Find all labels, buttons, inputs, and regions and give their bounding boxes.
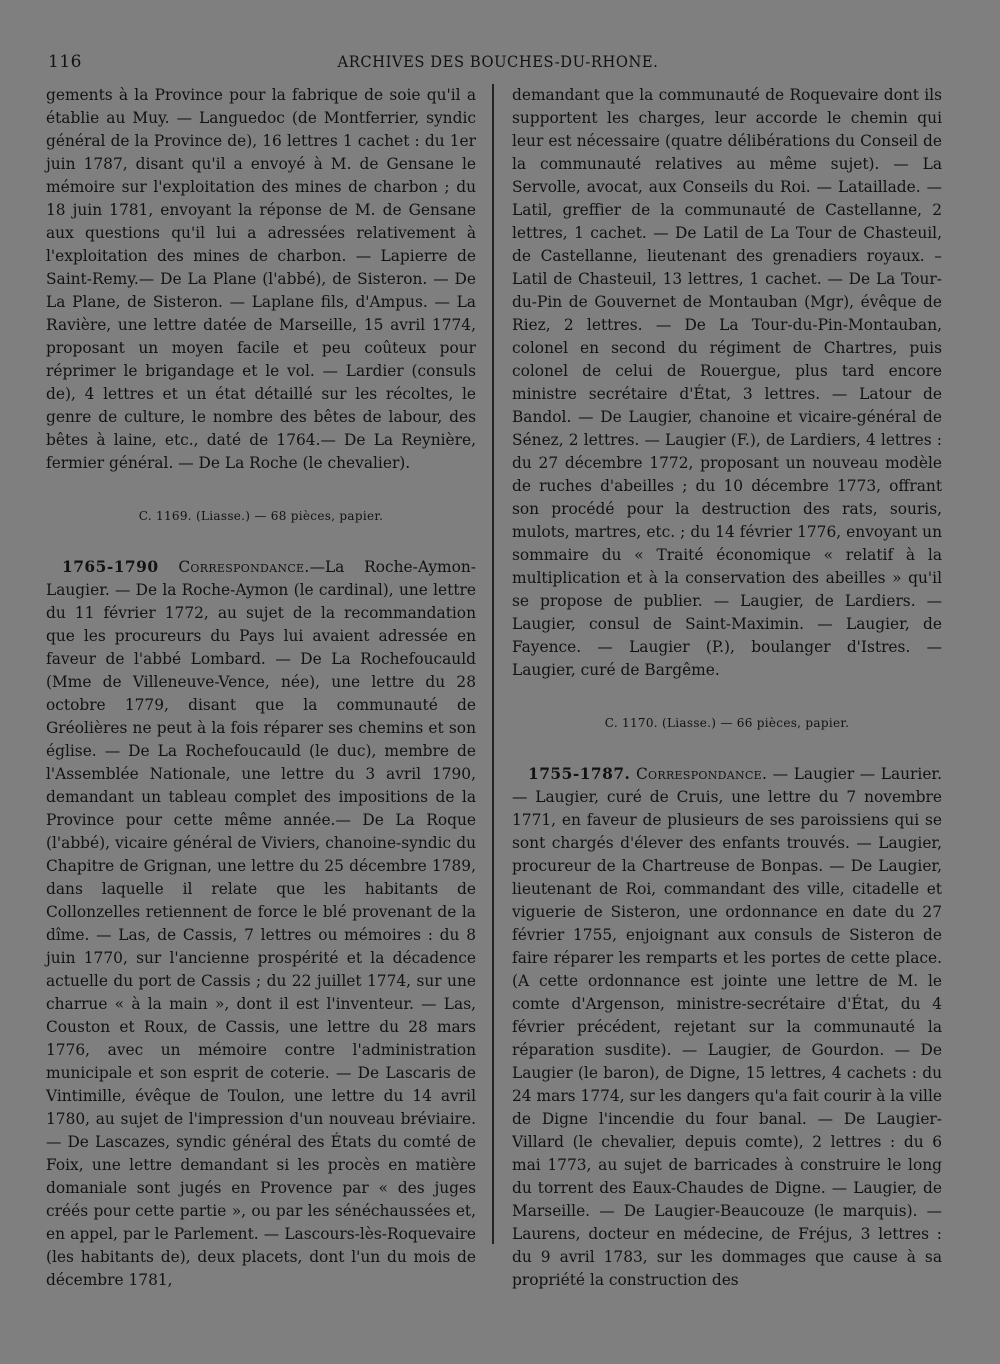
continuation-paragraph: demandant que la communauté de Roquevaire dont ils supportent les charges, leur accorde le chemin qui leur est nécessaire (quatre délibérations du Conseil de la communauté relatives au même sujet). — La Servolle, avocat, aux Conseils du Roi. — Lataillade. — Latil, greffier de la communauté de Castellanne, 2 lettres, 1 cachet. — De Latil de La Tour de Chasteuil, de Castellanne, lieutenant des grenadiers royaux. – Latil de Chasteuil, 13 lettres, 1 cachet. — De La Tour-du-Pin de Gouvernet de Montauban (Mgr), évêque de Riez, 2 lettres. — De La Tour-du-Pin-Montauban, colonel en second du régiment de Chartres, puis colonel de celui de Rouergue, plus tard encore ministre secrétaire d'État, 3 lettres. — Latour de Bandol. — De Laugier, chanoine et vicaire-général de Sénez, 2 lettres. — Laugier (F.), de Lardiers, 4 lettres : du 27 décembre 1772, proposant un nouveau modèle de ruches d'abeilles ; du 10 décembre 1773, offrant son procédé pour la destruction des rats, souris, mulots, martres, etc. ; du 14 février 1776, envoyant un sommaire du « Traité économique « relatif à la multiplication et à la conservation des abeilles » qu'il se propose de publier. — Laugier, de Lardiers. — Laugier, consul de Saint-Maximin. — Laugier, de Fayence. — Laugier (P.), boulanger d'Istres. — Laugier, curé de Bargême.: [512, 86, 942, 679]
page-header: [48, 52, 948, 76]
column-divider: [492, 84, 494, 1244]
shelfmark-c1169: C. 1169. (Liasse.) — 68 pièces, papier.: [138, 509, 384, 523]
right-column: [512, 84, 942, 1292]
entry-text: — Laugier — Laurier. — Laugier, curé de Cruis, une lettre du 7 novembre 1771, en faveur de plusieurs de ses paroissiens qui se sont chargés d'élever des enfants trouvés. — Laugier, procureur de la Chartreuse de Bonpas. — De Laugier, lieutenant de Roi, commandant des ville, citadelle et viguerie de Sisteron, une ordonnance en date du 27 février 1755, enjoignant aux consuls de Sisteron de faire réparer les remparts et les portes de cette place. (A cette ordonnance est jointe une lettre de M. le comte d'Argenson, ministre-secrétaire d'État, du 4 février précédent, rejetant sur la communauté la réparation susdite). — Laugier, de Gourdon. — De Laugier (le baron), de Digne, 15 lettres, 4 cachets : du 24 mars 1774, sur les dangers qu'a fait courir à la ville de Digne l'incendie du four banal. — De Laugier-Villard (le chevalier, depuis comte), 2 lettres : du 6 mai 1773, au sujet de barricades à construire le long du torrent des Eaux-Chaudes de Digne. — Laugier, de Marseille. — De Laugier-Beaucouze (le marquis). — Laurens, docteur en médecine, de Fréjus, 3 lettres : du 9 avril 1783, sur les dommages que cause à sa propriété la construction des: [512, 765, 942, 1289]
date-range: 1755-1787.: [528, 765, 631, 783]
entry-paragraph: [512, 763, 942, 1292]
running-title: ARCHIVES DES BOUCHES-DU-RHONE.: [337, 52, 659, 71]
page-number: 116: [48, 52, 82, 72]
left-column: [46, 84, 476, 1292]
date-range: 1765-1790: [62, 558, 159, 576]
entry-text: —La Roche-Aymon-Laugier. — De la Roche-Aymon (le cardinal), une lettre du 11 février 1772, au sujet de la recommandation que les procureurs du Pays lui avaient adressée en faveur de l'abbé Lombard. — De La Rochefoucauld (Mme de Villeneuve-Vence, née), une lettre du 28 octobre 1779, disant que la communauté de Gréolières ne peut à la fois réparer ses chemins et son église. — De La Rochefoucauld (le duc), membre de l'Assemblée Nationale, une lettre du 3 avril 1790, demandant un tableau complet des impositions de la Province pour cette même année.— De La Roque (l'abbé), vicaire général de Viviers, chanoine-syndic du Chapitre de Grignan, une lettre du 25 décembre 1789, dans laquelle il relate que les habitants de Collonzelles retiennent de force le blé provenant de la dîme. — Las, de Cassis, 7 lettres ou mémoires : du 8 juin 1770, sur l'ancienne prospérité et la décadence actuelle du port de Cassis ; du 22 juillet 1774, sur une charrue « à la main », dont il est l'inventeur. — Las, Couston et Roux, de Cassis, une lettre du 28 mars 1776, avec un mémoire contre l'administration municipale et son esprit de coterie. — De Lascaris de Vintimille, évêque de Toulon, une lettre du 14 avril 1780, au sujet de l'impression d'un nouveau bréviaire.— De Lascazes, syndic général des États du comté de Foix, une lettre demandant si les procès en matière domaniale sont jugés en Provence par « des juges créés pour cette partie », ou par les sénéchaussées et, en appel, par le Parlement. — Lascours-lès-Roquevaire (les habitants de), deux placets, dont l'un du mois de décembre 1781,: [46, 558, 476, 1289]
continuation-paragraph: gements à la Province pour la fabrique de soie qu'il a établie au Muy. — Languedoc (de Montferrier, syndic général de la Province de), 16 lettres 1 cachet : du 1er juin 1787, disant qu'il a envoyé à M. de Gensane le mémoire sur l'exploitation des mines de charbon ; du 18 juin 1781, envoyant la réponse de M. de Gensane aux questions qu'il lui a adressées relativement à l'exploitation des mines de charbon. — Lapierre de Saint-Remy.— De La Plane (l'abbé), de Sisteron. — De La Plane, de Sisteron. — Laplane fils, d'Ampus. — La Ravière, une lettre datée de Marseille, 15 avril 1774, proposant un moyen facile et peu coûteux pour réprimer le brigandage et le vol. — Lardier (consuls de), 4 lettres et un état détaillé sur les récoltes, le genre de culture, le nombre des bêtes de labour, des bêtes à laine, etc., daté de 1764.— De La Reynière, fermier général. — De La Roche (le chevalier).: [46, 86, 476, 472]
section-label: Correspondance.: [635, 765, 768, 783]
section-label: Correspondance.: [178, 558, 310, 576]
entry-paragraph: [46, 556, 476, 1292]
shelfmark-c1170: C. 1170. (Liasse.) — 66 pièces, papier.: [604, 716, 850, 730]
